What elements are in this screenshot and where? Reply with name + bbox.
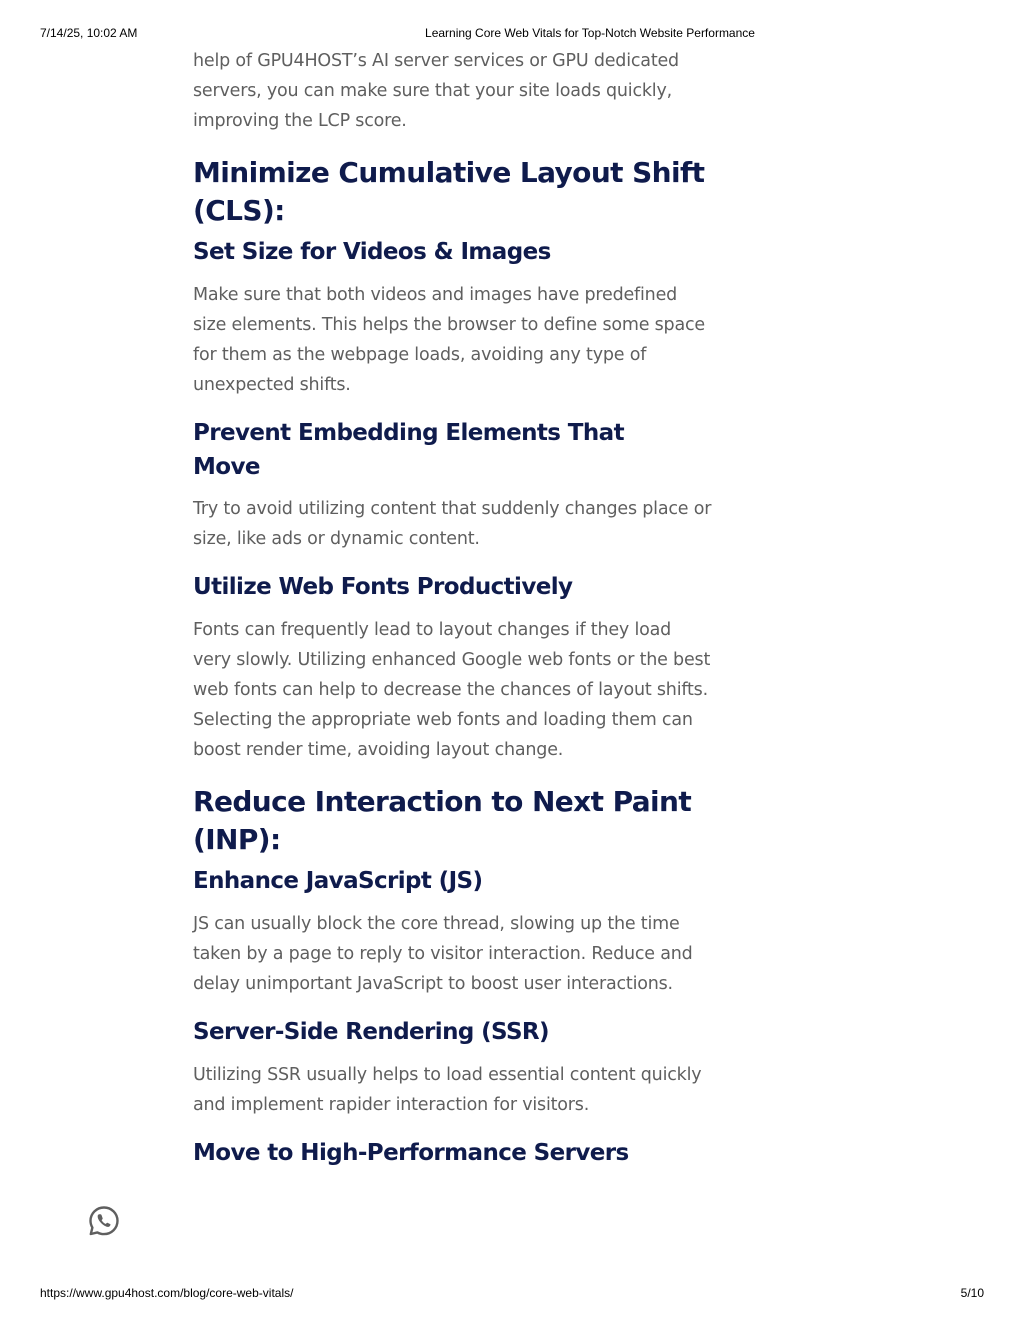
ssr-body: Utilizing SSR usually helps to load essential content quickly and implement rapider interaction for visitors. xyxy=(193,1065,702,1115)
enhance-js-body: JS can usually block the core thread, slowing up the time taken by a page to reply to visitor interaction. Reduce and delay unimportant JavaScript to boost user interactions. xyxy=(193,914,693,994)
prevent-embedding-heading: Prevent Embedding Elements That Move xyxy=(193,420,624,480)
whatsapp-icon[interactable] xyxy=(87,1204,121,1238)
web-fonts-heading: Utilize Web Fonts Productively xyxy=(193,574,573,600)
prevent-embedding-body: Try to avoid utilizing content that suddenly changes place or size, like ads or dynamic content. xyxy=(193,499,712,549)
print-header xyxy=(0,26,1024,42)
intro-paragraph: help of GPU4HOST’s AI server services or GPU dedicated servers, you can make sure that your site loads quickly, improving the LCP score. xyxy=(193,51,679,131)
article-content xyxy=(193,46,713,1170)
enhance-js-heading: Enhance JavaScript (JS) xyxy=(193,868,483,894)
ssr-heading: Server-Side Rendering (SSR) xyxy=(193,1019,549,1045)
print-footer xyxy=(0,1286,1024,1302)
inp-heading: Reduce Interaction to Next Paint (INP): xyxy=(193,785,692,856)
high-performance-heading: Move to High-Performance Servers xyxy=(193,1140,629,1166)
cls-heading: Minimize Cumulative Layout Shift (CLS): xyxy=(193,156,705,227)
web-fonts-body: Fonts can frequently lead to layout changes if they load very slowly. Utilizing enhanced Google web fonts or the best web fonts can help to decrease the chances of layout shifts. Selecting the appropriate web fonts and loading them can boost render time, avoiding layout change. xyxy=(193,620,711,760)
print-page-number: 5/10 xyxy=(960,1286,984,1300)
set-size-body: Make sure that both videos and images have predefined size elements. This helps the browser to define some space for them as the webpage loads, avoiding any type of unexpected shifts. xyxy=(193,285,705,395)
print-datetime: 7/14/25, 10:02 AM xyxy=(40,26,138,40)
print-url: https://www.gpu4host.com/blog/core-web-vitals/ xyxy=(40,1286,294,1300)
set-size-heading: Set Size for Videos & Images xyxy=(193,239,551,265)
print-page-title: Learning Core Web Vitals for Top-Notch Website Performance xyxy=(425,26,755,40)
whatsapp-icon-svg xyxy=(87,1204,121,1238)
